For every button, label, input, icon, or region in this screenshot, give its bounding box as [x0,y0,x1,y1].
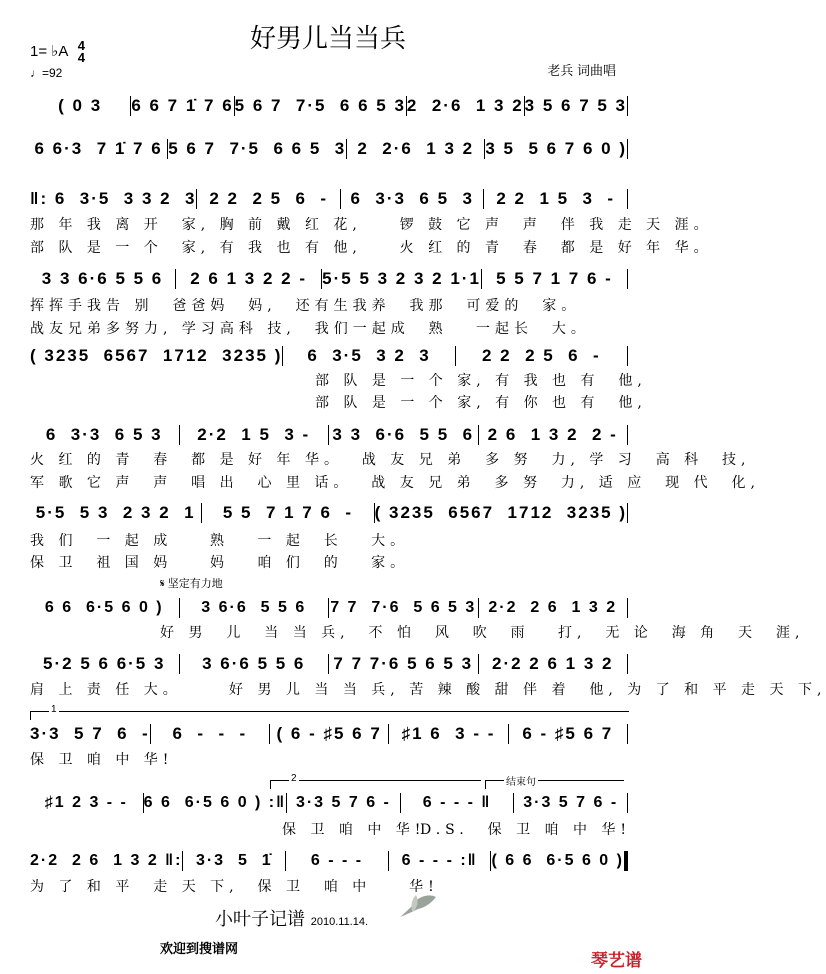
measure: ♯1 2 3 - - [44,794,128,811]
measure: 2 2 2 5 6 - [481,346,601,365]
staff-line [30,345,628,367]
staff-line [30,138,628,160]
measure: 6 6·3 7 1̇ 7 6 [34,139,163,158]
measure: 6 - - - [310,852,364,869]
end-barline [627,598,628,618]
measure: 2 2·6 1 3 2 [406,96,524,115]
measure: 3 3 6·6 5 5 6 [41,269,164,288]
ending-label: 结束句 [506,777,536,788]
lyric-line: 火 红 的 青 春 都 是 好 年 华。 战 友 兄 弟 多 努 力, 学 习 高 科 技, [30,452,751,468]
measure: 3 5 5 6 7 6 0 ) [485,139,627,158]
author-credit: 老兵 词曲唱 [547,63,616,78]
measure: ( 6 - ♯5 6 7 [276,724,382,743]
lyric-line: 我 们 一 起 成 熟 一 起 长 大。 [30,533,410,549]
measure: 6 6 6·5 6 0 ) :‖ [143,794,287,811]
measure: 3 6·6 5 5 6 [201,599,307,616]
end-barline [624,851,628,871]
end-barline [627,654,628,674]
key-signature [30,40,85,64]
measure: 2·2 2 6 1 3 2 [488,599,618,616]
measure: 6 6 6·5 6 0 ) [44,599,164,616]
measure: 5·2 5 6 6·5 3 [43,654,166,673]
expression-mark [160,575,223,591]
measure: ( 3235 6567 1712 3235 ) [30,346,283,365]
end-barline [627,724,628,744]
measure: 2 2 2 5 6 - [209,189,329,208]
measure: 5 6 7 7·5 6 6 5 3 [168,139,347,158]
lyric-line: 挥挥手我告 别 爸爸妈 妈, 还有生我养 我那 可爱的 家。 [30,298,581,314]
key-text: 1= ♭A [30,42,68,60]
volta-bracket-2 [270,773,481,789]
tempo-mark: ♩=92 [30,66,63,80]
measure: ( 6 6 6·5 6 0 ) [491,852,624,869]
measure: 2·2 2 6 1 3 2 [492,654,614,673]
end-barline [627,139,628,159]
time-bottom: 4 [77,50,85,65]
transcriber-signature [215,905,368,931]
measure: 2 2·6 1 3 2 [357,139,475,158]
volta-number: 2 [291,773,297,784]
lyric-line: 保 卫 祖 国 妈 妈 咱 们 的 家。 [30,555,410,571]
end-barline [627,425,628,445]
staff-line [30,502,628,524]
volta-bracket-1 [30,704,629,720]
measure: 3·3 5 1̇ [195,852,273,869]
lyric-line: 军 歌 它 声 声 唱 出 心 里 话。 战 友 兄 弟 多 努 力, 适 应 现 代 化, [30,475,760,491]
volta-number: 1 [51,704,57,715]
staff-line [30,424,628,446]
staff-line [30,653,628,675]
measure: 6 3·5 3 2 3 [307,346,431,365]
lyric-line: 部 队 是 一 个 家, 有 我 也 有 他, [315,373,647,389]
measure: 7 7 7·6 5 6 5 3 [333,654,474,673]
measure: ( 3235 6567 1712 3235 ) [374,503,628,522]
measure: 5·5 5 3 2 3 2 1 [35,503,196,522]
staff-line [30,188,628,210]
measure: 2·2 1 5 3 - [197,425,311,444]
end-barline [627,793,628,813]
measure: 6 - ♯5 6 7 [522,724,614,743]
measure: 3·3 5 7 6 - [295,794,391,811]
lyric-line: D.S. 保 卫 咱 中 华! [420,822,632,838]
transcriber-name: 小叶子记谱 [215,909,305,930]
lyric-line: 肩 上 责 任 大。 好 男 儿 当 当 兵, 苦 辣 酸 甜 伴 着 他, 为 了 和 平 走 天 下, [30,682,826,698]
measure: 7 7 7·6 5 6 5 3 [330,599,477,616]
measure: 6 - - - [172,724,248,743]
staff-line [30,597,628,619]
staff-line [30,95,628,117]
end-barline [627,503,628,523]
measure: 5·5 5 3 2 3 2 1·1 [322,269,481,288]
measure: 6 6 7 1̇ 7 6 [131,96,234,115]
lyric-line: 保 卫 咱 中 华! [282,822,426,838]
lyric-line: 那 年 我 离 开 家, 胸 前 戴 红 花, 锣 鼓 它 声 声 伴 我 走 天 涯。 [30,217,713,233]
measure: 6 3·3 6 5 3 [45,425,163,444]
staff-line [30,268,628,290]
song-title: 好男儿当当兵 [249,24,406,54]
end-barline [627,269,628,289]
segno-icon: 𝄋 [160,578,165,590]
welcome-text: 欢迎到搜谱网 [160,942,239,957]
expression-text: 坚定有力地 [167,578,223,590]
staff-line [30,792,628,814]
end-barline [627,189,628,209]
site-logo[interactable]: 琴艺谱 [591,951,642,971]
time-top: 4 [77,38,85,53]
staff-line [30,723,628,745]
measure: ( 0 3 [58,96,103,115]
measure: 5 6 7 7·5 6 6 5 3 [234,96,406,115]
measure: ♯1 6 3 - - [401,724,496,743]
lyric-line: 好 男 儿 当 当 兵, 不 怕 风 吹 雨 打, 无 论 海 角 天 涯, [160,625,805,641]
measure: 2·2 2 6 1 3 2 ‖: [30,852,183,869]
measure: 3 3 6·6 5 5 6 [332,425,475,444]
measure: 5 5 7 1 7 6 - [496,269,613,288]
lyric-line: 战友兄弟多努力, 学习高科 技, 我们一起成 熟 一起长 大。 [30,321,590,337]
ending-bracket [485,777,624,789]
staff-line [30,850,628,872]
measure: 5 5 7 1 7 6 - [222,503,354,522]
end-barline [627,346,628,366]
measure: 6 - - - ‖ [422,794,492,811]
measure: 3·3 5 7 6 - [523,794,619,811]
lyric-line: 保 卫 咱 中 华! [30,752,174,768]
measure: 2 2 1 5 3 - [496,189,616,208]
measure: 2 6 1 3 2 2 - [487,425,618,444]
time-signature [78,40,85,64]
measure: 2 6 1 3 2 2 - [190,269,307,288]
measure: ‖: 6 3·5 3 3 2 3 [30,189,197,208]
leaf-icon [398,893,438,919]
measure: 3 6·6 5 5 6 [202,654,306,673]
measure: 6 3·3 6 5 3 [350,189,474,208]
lyric-line: 为 了 和 平 走 天 下, 保 卫 咱 中 华! [30,879,439,895]
transcription-date: 2010.11.14. [310,916,369,928]
measure: 6 - - - :‖ [401,852,478,869]
measure: 3·3 5 7 6 - [30,724,150,743]
end-barline [627,96,628,116]
lyric-line: 部 队 是 一 个 家, 有 我 也 有 他, 火 红 的 青 春 都 是 好 年 华。 [30,240,713,256]
measure: 3 5 6 7 5 3 [524,96,627,115]
lyric-line: 部 队 是 一 个 家, 有 你 也 有 他, [315,395,647,411]
